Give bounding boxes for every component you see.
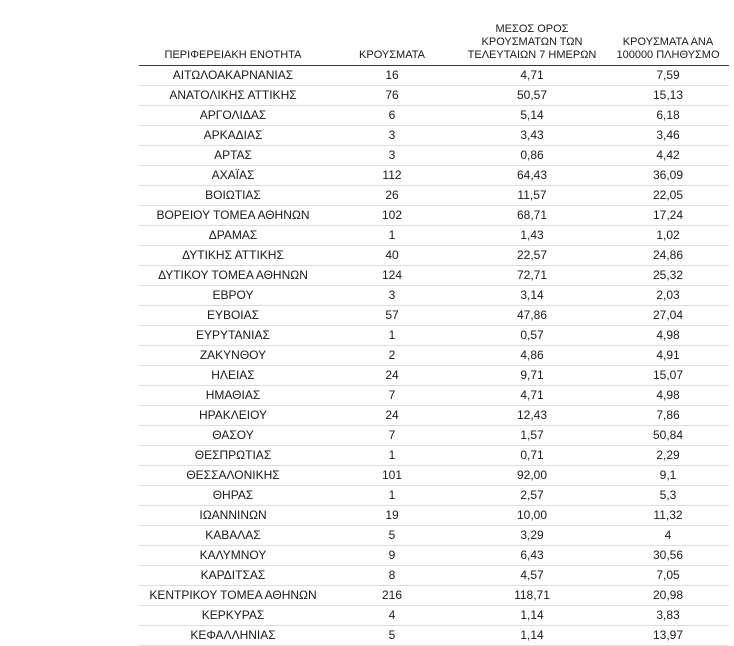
regional-unit-cell: ΚΑΒΑΛΑΣ bbox=[139, 526, 327, 546]
per-100k-cell: 5,3 bbox=[607, 486, 729, 506]
avg-7day-cell: 1,57 bbox=[457, 426, 607, 446]
regional-unit-cell: ΔΥΤΙΚΗΣ ΑΤΤΙΚΗΣ bbox=[139, 246, 327, 266]
avg-7day-cell: 0,86 bbox=[457, 146, 607, 166]
table-row bbox=[139, 86, 729, 106]
regional-unit-cell: ΕΒΡΟΥ bbox=[139, 286, 327, 306]
avg-7day-cell: 50,57 bbox=[457, 86, 607, 106]
per-100k-cell: 7,05 bbox=[607, 566, 729, 586]
cases-cell: 57 bbox=[327, 306, 457, 326]
regional-unit-cell: ΗΛΕΙΑΣ bbox=[139, 366, 327, 386]
per-100k-cell: 3,83 bbox=[607, 606, 729, 626]
avg-7day-cell: 1,14 bbox=[457, 626, 607, 646]
cases-cell: 8 bbox=[327, 566, 457, 586]
regional-unit-cell: ΕΥΒΟΙΑΣ bbox=[139, 306, 327, 326]
avg-7day-cell: 9,71 bbox=[457, 366, 607, 386]
per-100k-cell: 9,1 bbox=[607, 466, 729, 486]
regional-unit-cell: ΑΡΤΑΣ bbox=[139, 146, 327, 166]
per-100k-cell: 25,32 bbox=[607, 266, 729, 286]
cases-cell: 4 bbox=[327, 606, 457, 626]
table-row bbox=[139, 66, 729, 86]
per-100k-cell: 30,56 bbox=[607, 546, 729, 566]
cases-cell: 16 bbox=[327, 66, 457, 86]
avg-7day-cell: 64,43 bbox=[457, 166, 607, 186]
avg-7day-cell: 4,71 bbox=[457, 66, 607, 86]
regional-unit-cell: ΑΙΤΩΛΟΑΚΑΡΝΑΝΙΑΣ bbox=[139, 66, 327, 86]
regional-unit-cell: ΘΑΣΟΥ bbox=[139, 426, 327, 446]
header-cases: ΚΡΟΥΣΜΑΤΑ bbox=[327, 14, 457, 66]
per-100k-cell: 7,86 bbox=[607, 406, 729, 426]
table-row bbox=[139, 626, 729, 646]
regional-unit-cell: ΖΑΚΥΝΘΟΥ bbox=[139, 346, 327, 366]
table-row bbox=[139, 146, 729, 166]
cases-cell: 216 bbox=[327, 586, 457, 606]
per-100k-cell: 15,13 bbox=[607, 86, 729, 106]
per-100k-cell: 3,46 bbox=[607, 126, 729, 146]
table-header-row bbox=[139, 14, 729, 66]
per-100k-cell: 20,98 bbox=[607, 586, 729, 606]
avg-7day-cell: 0,71 bbox=[457, 446, 607, 466]
avg-7day-cell: 72,71 bbox=[457, 266, 607, 286]
table-row bbox=[139, 286, 729, 306]
cases-cell: 6 bbox=[327, 106, 457, 126]
avg-7day-cell: 0,57 bbox=[457, 326, 607, 346]
header-7day-average: ΜΕΣΟΣ ΟΡΟΣ ΚΡΟΥΣΜΑΤΩΝ ΤΩΝ ΤΕΛΕΥΤΑΙΩΝ 7 ΗΜΕΡΩΝ bbox=[457, 14, 607, 66]
table-row bbox=[139, 306, 729, 326]
table-row bbox=[139, 586, 729, 606]
table-row bbox=[139, 446, 729, 466]
cases-cell: 26 bbox=[327, 186, 457, 206]
header-regional-unit: ΠΕΡΙΦΕΡΕΙΑΚΗ ΕΝΟΤΗΤΑ bbox=[139, 14, 327, 66]
avg-7day-cell: 68,71 bbox=[457, 206, 607, 226]
cases-cell: 101 bbox=[327, 466, 457, 486]
regional-unit-cell: ΑΝΑΤΟΛΙΚΗΣ ΑΤΤΙΚΗΣ bbox=[139, 86, 327, 106]
table-row bbox=[139, 206, 729, 226]
header-cases-per-100k: ΚΡΟΥΣΜΑΤΑ ΑΝΑ 100000 ΠΛΗΘΥΣΜΟ bbox=[607, 14, 729, 66]
table-row bbox=[139, 246, 729, 266]
avg-7day-cell: 118,71 bbox=[457, 586, 607, 606]
regional-unit-cell: ΑΡΓΟΛΙΔΑΣ bbox=[139, 106, 327, 126]
cases-cell: 1 bbox=[327, 226, 457, 246]
avg-7day-cell: 92,00 bbox=[457, 466, 607, 486]
avg-7day-cell: 3,43 bbox=[457, 126, 607, 146]
per-100k-cell: 1,02 bbox=[607, 226, 729, 246]
table-row bbox=[139, 226, 729, 246]
per-100k-cell: 17,24 bbox=[607, 206, 729, 226]
table-row bbox=[139, 506, 729, 526]
regional-unit-cell: ΕΥΡΥΤΑΝΙΑΣ bbox=[139, 326, 327, 346]
cases-cell: 2 bbox=[327, 346, 457, 366]
regional-unit-cell: ΚΕΦΑΛΛΗΝΙΑΣ bbox=[139, 626, 327, 646]
avg-7day-cell: 4,86 bbox=[457, 346, 607, 366]
table-row bbox=[139, 186, 729, 206]
per-100k-cell: 27,04 bbox=[607, 306, 729, 326]
per-100k-cell: 13,97 bbox=[607, 626, 729, 646]
regional-unit-cell: ΑΧΑΪΑΣ bbox=[139, 166, 327, 186]
table-row bbox=[139, 386, 729, 406]
table-row bbox=[139, 486, 729, 506]
regional-unit-cell: ΘΗΡΑΣ bbox=[139, 486, 327, 506]
avg-7day-cell: 3,29 bbox=[457, 526, 607, 546]
table-row bbox=[139, 126, 729, 146]
table-row bbox=[139, 406, 729, 426]
cases-cell: 7 bbox=[327, 386, 457, 406]
table-row bbox=[139, 106, 729, 126]
avg-7day-cell: 4,71 bbox=[457, 386, 607, 406]
per-100k-cell: 15,07 bbox=[607, 366, 729, 386]
regional-unit-cell: ΘΕΣΠΡΩΤΙΑΣ bbox=[139, 446, 327, 466]
per-100k-cell: 50,84 bbox=[607, 426, 729, 446]
cases-cell: 5 bbox=[327, 626, 457, 646]
per-100k-cell: 7,59 bbox=[607, 66, 729, 86]
cases-cell: 5 bbox=[327, 526, 457, 546]
cases-cell: 3 bbox=[327, 146, 457, 166]
avg-7day-cell: 22,57 bbox=[457, 246, 607, 266]
regional-unit-cell: ΔΥΤΙΚΟΥ ΤΟΜΕΑ ΑΘΗΝΩΝ bbox=[139, 266, 327, 286]
per-100k-cell: 6,18 bbox=[607, 106, 729, 126]
regional-unit-cell: ΗΜΑΘΙΑΣ bbox=[139, 386, 327, 406]
cases-cell: 24 bbox=[327, 406, 457, 426]
avg-7day-cell: 2,57 bbox=[457, 486, 607, 506]
cases-cell: 19 bbox=[327, 506, 457, 526]
table-row bbox=[139, 266, 729, 286]
avg-7day-cell: 1,43 bbox=[457, 226, 607, 246]
cases-cell: 24 bbox=[327, 366, 457, 386]
avg-7day-cell: 5,14 bbox=[457, 106, 607, 126]
cases-cell: 102 bbox=[327, 206, 457, 226]
table-row bbox=[139, 526, 729, 546]
regional-unit-cell: ΔΡΑΜΑΣ bbox=[139, 226, 327, 246]
cases-cell: 1 bbox=[327, 446, 457, 466]
table-row bbox=[139, 466, 729, 486]
per-100k-cell: 11,32 bbox=[607, 506, 729, 526]
table-row bbox=[139, 426, 729, 446]
per-100k-cell: 4,42 bbox=[607, 146, 729, 166]
table-row bbox=[139, 366, 729, 386]
regional-unit-cell: ΚΑΡΔΙΤΣΑΣ bbox=[139, 566, 327, 586]
avg-7day-cell: 10,00 bbox=[457, 506, 607, 526]
cases-cell: 3 bbox=[327, 126, 457, 146]
table-row bbox=[139, 346, 729, 366]
avg-7day-cell: 6,43 bbox=[457, 546, 607, 566]
cases-cell: 1 bbox=[327, 326, 457, 346]
regional-unit-cell: ΘΕΣΣΑΛΟΝΙΚΗΣ bbox=[139, 466, 327, 486]
regional-unit-cell: ΒΟΡΕΙΟΥ ΤΟΜΕΑ ΑΘΗΝΩΝ bbox=[139, 206, 327, 226]
avg-7day-cell: 1,14 bbox=[457, 606, 607, 626]
table-row bbox=[139, 326, 729, 346]
avg-7day-cell: 3,14 bbox=[457, 286, 607, 306]
regional-unit-cell: ΑΡΚΑΔΙΑΣ bbox=[139, 126, 327, 146]
regional-unit-cell: ΗΡΑΚΛΕΙΟΥ bbox=[139, 406, 327, 426]
avg-7day-cell: 47,86 bbox=[457, 306, 607, 326]
table-row bbox=[139, 166, 729, 186]
regional-unit-cell: ΚΑΛΥΜΝΟΥ bbox=[139, 546, 327, 566]
table-body bbox=[139, 66, 729, 646]
cases-cell: 76 bbox=[327, 86, 457, 106]
regional-unit-cell: ΚΕΝΤΡΙΚΟΥ ΤΟΜΕΑ ΑΘΗΝΩΝ bbox=[139, 586, 327, 606]
regional-unit-cell: ΒΟΙΩΤΙΑΣ bbox=[139, 186, 327, 206]
avg-7day-cell: 12,43 bbox=[457, 406, 607, 426]
table-row bbox=[139, 546, 729, 566]
avg-7day-cell: 11,57 bbox=[457, 186, 607, 206]
cases-cell: 1 bbox=[327, 486, 457, 506]
cases-cell: 3 bbox=[327, 286, 457, 306]
cases-table bbox=[139, 14, 729, 646]
cases-cell: 7 bbox=[327, 426, 457, 446]
table-row bbox=[139, 606, 729, 626]
per-100k-cell: 36,09 bbox=[607, 166, 729, 186]
avg-7day-cell: 4,57 bbox=[457, 566, 607, 586]
cases-cell: 9 bbox=[327, 546, 457, 566]
per-100k-cell: 24,86 bbox=[607, 246, 729, 266]
regional-unit-cell: ΚΕΡΚΥΡΑΣ bbox=[139, 606, 327, 626]
cases-cell: 112 bbox=[327, 166, 457, 186]
per-100k-cell: 4 bbox=[607, 526, 729, 546]
per-100k-cell: 4,91 bbox=[607, 346, 729, 366]
cases-cell: 40 bbox=[327, 246, 457, 266]
per-100k-cell: 4,98 bbox=[607, 386, 729, 406]
cases-cell: 124 bbox=[327, 266, 457, 286]
per-100k-cell: 4,98 bbox=[607, 326, 729, 346]
per-100k-cell: 22,05 bbox=[607, 186, 729, 206]
per-100k-cell: 2,03 bbox=[607, 286, 729, 306]
table-row bbox=[139, 566, 729, 586]
per-100k-cell: 2,29 bbox=[607, 446, 729, 466]
regional-unit-cell: ΙΩΑΝΝΙΝΩΝ bbox=[139, 506, 327, 526]
